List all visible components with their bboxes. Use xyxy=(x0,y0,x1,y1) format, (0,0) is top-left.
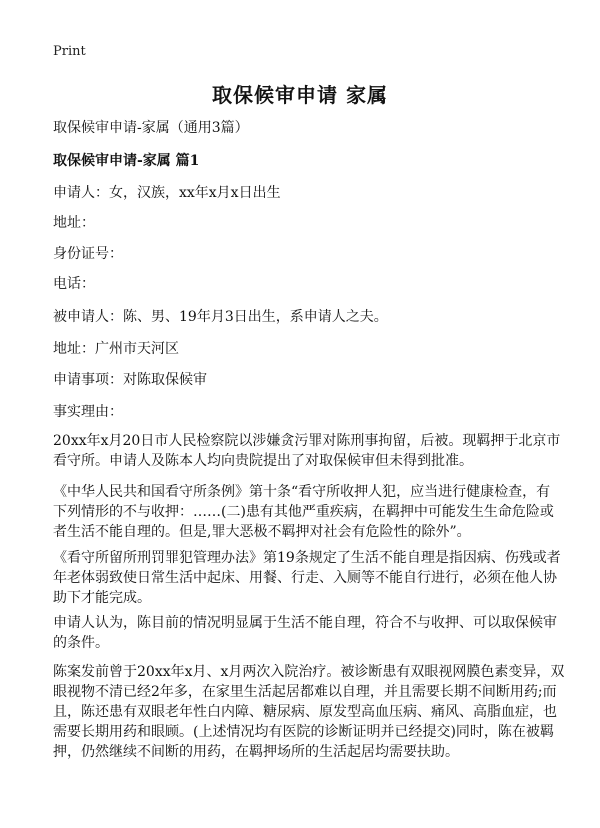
print-link[interactable]: Print xyxy=(53,44,86,59)
document-title: 取保候审申请 家属 xyxy=(212,83,388,107)
phone-label: 电话： xyxy=(53,276,95,292)
paragraph-line: 看守所。申请人及陈本人均向贵院提出了对取保候审但未得到批准。 xyxy=(53,453,473,469)
paragraph-line: 者生活不能自理的。但是,罪大恶极不羁押对社会有危险性的除外”。 xyxy=(53,524,471,540)
paragraph-medical-history xyxy=(53,662,565,762)
section-heading: 取保候审申请-家属 篇1 xyxy=(53,153,200,169)
paragraph-line: 陈案发前曾于20xx年x月、x月两次入院治疗。被诊断患有双眼视网膜色素变异，双 xyxy=(53,664,565,680)
paragraph-line: 需要长期用药和眼顾。(上述情况均有医院的诊断证明并已经提交)同时，陈在被羁 xyxy=(53,724,554,740)
paragraph-line: 《看守所留所刑罚罪犯管理办法》第19条规定了生活不能自理是指因病、伤残或者 xyxy=(53,550,561,566)
reasons-label: 事实理由： xyxy=(53,404,123,420)
paragraph-line: 20xx年x月20日市人民检察院以涉嫌贪污罪对陈刑事拘留，后被。现羁押于北京市 xyxy=(53,433,561,449)
respondent-address-line: 地址：广州市天河区 xyxy=(53,341,179,357)
document-subtitle: 取保候审申请-家属（通用3篇） xyxy=(53,120,249,136)
application-matter-line: 申请事项：对陈取保候审 xyxy=(53,372,207,388)
paragraph-line: 年老体弱致使日常生活中起床、用餐、行走、入厕等不能自行进行，必须在他人协 xyxy=(53,570,557,586)
paragraph-line: 押，仍然继续不间断的用药，在羁押场所的生活起居均需要扶助。 xyxy=(53,744,459,760)
paragraph-line: 申请人认为，陈目前的情况明显属于生活不能自理，符合不与收押、可以取保候审 xyxy=(53,615,557,631)
paragraph-line: 眼视物不清已经2年多，在家里生活起居都难以自理，并且需要长期不间断用药;而 xyxy=(53,684,557,700)
applicant-line: 申请人：女，汉族，xx年x月x日出生 xyxy=(53,185,281,201)
id-number-label: 身份证号： xyxy=(53,246,123,262)
paragraph-management-rules xyxy=(53,548,561,608)
paragraph-line: 下列情形的不与收押：……(二)患有其他严重疾病，在羁押中可能发生生命危险或 xyxy=(53,504,554,520)
paragraph-line: 《中华人民共和国看守所条例》第十条“看守所收押人犯，应当进行健康检查，有 xyxy=(53,484,551,500)
paragraph-line: 且，陈还患有双眼老年性白内障、糖尿病、原发型高血压病、痛风、高脂血症，也 xyxy=(53,704,557,720)
respondent-line: 被申请人：陈、男、19年月3日出生，系申请人之夫。 xyxy=(53,309,388,325)
paragraph-line: 的条件。 xyxy=(53,635,109,651)
paragraph-detention xyxy=(53,431,561,471)
paragraph-applicant-opinion xyxy=(53,613,557,653)
address-label: 地址： xyxy=(53,215,95,231)
paragraph-line: 助下才能完成。 xyxy=(53,590,151,606)
paragraph-detention-regulation xyxy=(53,482,553,542)
